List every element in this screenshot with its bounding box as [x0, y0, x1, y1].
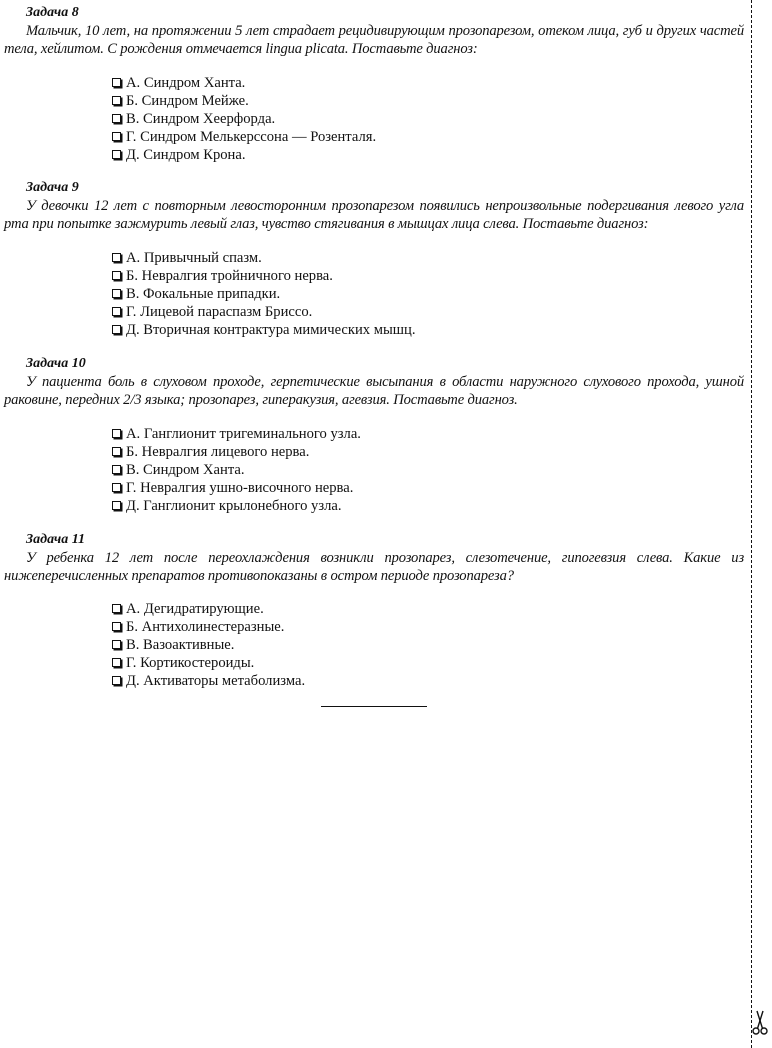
task-title: Задача 9 — [26, 180, 79, 195]
answer-option[interactable] — [112, 249, 415, 267]
task-title: Задача 8 — [26, 5, 79, 20]
option-label: Д. Вторичная контрактура мимических мышц. — [126, 322, 416, 338]
answer-options — [112, 600, 305, 690]
checkbox-icon[interactable] — [112, 271, 121, 280]
checkbox-icon[interactable] — [112, 640, 121, 649]
checkbox-icon[interactable] — [112, 429, 121, 438]
answer-option[interactable] — [112, 618, 305, 636]
task-question: Мальчик, 10 лет, на протяжении 5 лет страдает рецидивирующим прозопарезом, отеком лица, губ и других частей тела, хейлитом. С рождения отмечается lingua plicata. Поставьте диагноз: — [4, 23, 744, 57]
option-label: А. Ганглионит тригеминального узла. — [126, 426, 361, 442]
option-label: Г. Невралгия ушно-височного нерва. — [126, 480, 354, 496]
task-title: Задача 11 — [26, 532, 85, 547]
task-11 — [4, 531, 744, 585]
checkbox-icon[interactable] — [112, 96, 121, 105]
task-question: У девочки 12 лет с повторным левосторонним прозопарезом появились непроизвольные подергивания левого угла рта при попытке зажмурить левый глаз, чувство стягивания в мышцах лица слева. Поставьте диагноз: — [4, 198, 744, 232]
answer-option[interactable] — [112, 636, 305, 654]
task-title: Задача 10 — [26, 356, 86, 371]
option-label: Б. Антихолинестеразные. — [126, 619, 285, 635]
option-label: Б. Невралгия тройничного нерва. — [126, 268, 333, 284]
answer-option[interactable] — [112, 600, 305, 618]
scissors-icon — [750, 1008, 770, 1036]
cut-line-divider — [751, 0, 752, 1048]
answer-options — [112, 74, 376, 164]
option-label: Б. Невралгия лицевого нерва. — [126, 444, 310, 460]
checkbox-icon[interactable] — [112, 289, 121, 298]
answer-option[interactable] — [112, 321, 415, 339]
answer-option[interactable] — [112, 654, 305, 672]
answer-option[interactable] — [112, 267, 415, 285]
checkbox-icon[interactable] — [112, 132, 121, 141]
option-label: Г. Синдром Мелькерссона — Розенталя. — [126, 129, 377, 145]
answer-option[interactable] — [112, 92, 376, 110]
checkbox-icon[interactable] — [112, 465, 121, 474]
option-label: Д. Синдром Крона. — [126, 147, 246, 163]
section-end-divider — [321, 706, 427, 707]
answer-option[interactable] — [112, 128, 376, 146]
option-label: В. Вазоактивные. — [126, 637, 235, 653]
answer-option[interactable] — [112, 497, 361, 515]
answer-options — [112, 425, 361, 515]
answer-option[interactable] — [112, 479, 361, 497]
answer-option[interactable] — [112, 285, 415, 303]
option-label: А. Дегидратирующие. — [126, 601, 264, 617]
checkbox-icon[interactable] — [112, 676, 121, 685]
checkbox-icon[interactable] — [112, 325, 121, 334]
checkbox-icon[interactable] — [112, 658, 121, 667]
answer-options — [112, 249, 415, 339]
checkbox-icon[interactable] — [112, 307, 121, 316]
answer-option[interactable] — [112, 425, 361, 443]
answer-option[interactable] — [112, 672, 305, 690]
answer-option[interactable] — [112, 443, 361, 461]
option-label: В. Фокальные припадки. — [126, 286, 281, 302]
option-label: Д. Активаторы метаболизма. — [126, 673, 306, 689]
option-label: Б. Синдром Мейже. — [126, 93, 249, 109]
option-label: Г. Лицевой параспазм Бриссо. — [126, 304, 313, 320]
option-label: В. Синдром Хеерфорда. — [126, 111, 276, 127]
checkbox-icon[interactable] — [112, 501, 121, 510]
answer-option[interactable] — [112, 110, 376, 128]
checkbox-icon[interactable] — [112, 447, 121, 456]
checkbox-icon[interactable] — [112, 253, 121, 262]
option-label: В. Синдром Ханта. — [126, 462, 245, 478]
task-9 — [4, 179, 744, 233]
option-label: Д. Ганглионит крылонебного узла. — [126, 498, 342, 514]
answer-option[interactable] — [112, 74, 376, 92]
task-8 — [4, 4, 744, 58]
answer-option[interactable] — [112, 303, 415, 321]
answer-option[interactable] — [112, 146, 376, 164]
checkbox-icon[interactable] — [112, 604, 121, 613]
option-label: А. Синдром Ханта. — [126, 75, 246, 91]
option-label: Г. Кортикостероиды. — [126, 655, 255, 671]
checkbox-icon[interactable] — [112, 483, 121, 492]
checkbox-icon[interactable] — [112, 78, 121, 87]
checkbox-icon[interactable] — [112, 150, 121, 159]
option-label: А. Привычный спазм. — [126, 250, 262, 266]
task-question: У пациента боль в слуховом проходе, герпетические высыпания в области наружного слухового прохода, ушной раковине, передних 2/3 языка; прозопарез, гиперакузия, агевзия. Поставьте диагноз. — [4, 374, 744, 408]
answer-option[interactable] — [112, 461, 361, 479]
checkbox-icon[interactable] — [112, 622, 121, 631]
task-question: У ребенка 12 лет после переохлаждения возникли прозопарез, слезотечение, гипогевзия слева. Какие из нижеперечисленных препаратов противопоказаны в остром периоде прозопареза? — [4, 550, 744, 584]
task-10 — [4, 355, 744, 409]
checkbox-icon[interactable] — [112, 114, 121, 123]
